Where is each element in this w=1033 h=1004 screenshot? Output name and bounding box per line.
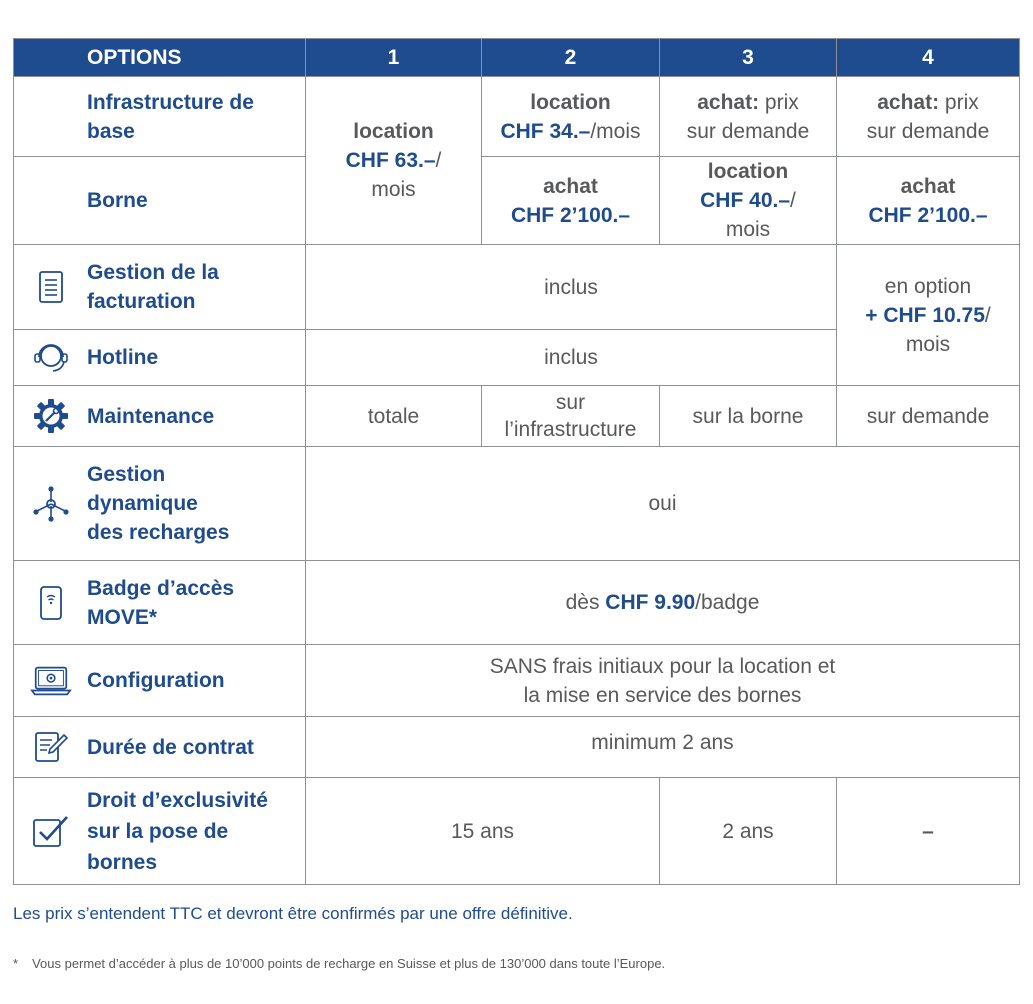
footnote-mark: * (13, 956, 19, 971)
network-icon (30, 485, 72, 523)
cell-gestion-dynamique: oui (306, 447, 1020, 561)
row-duree (14, 717, 1020, 778)
header-row (14, 39, 1020, 77)
cell-excl-3: 2 ans (660, 778, 837, 885)
infra-c3-line2: sur demande (686, 119, 810, 143)
infra-c1-slash: / (435, 149, 442, 172)
cell-maint-3: sur la borne (660, 386, 837, 447)
label-facturation-text: Gestion de la facturation (87, 261, 219, 313)
label-gestion-dynamique (14, 447, 306, 561)
gd-label-line2: dynamique (87, 492, 198, 515)
badge-card-icon (30, 585, 72, 621)
row-facturation (14, 245, 1020, 330)
badge-label-line2: MOVE* (87, 605, 158, 629)
options-table (13, 38, 1020, 885)
infra-c1-word: location (353, 120, 434, 143)
infra-c2-word: location (530, 90, 611, 114)
label-exclusivite-text (87, 785, 268, 878)
fact-opt-unit: mois (905, 332, 951, 356)
checkbox-icon (30, 814, 72, 848)
label-borne (14, 157, 306, 245)
maint-c2-line2: l’infrastructure (504, 418, 637, 441)
infra-c2-unit: /mois (590, 119, 641, 143)
label-hotline (14, 330, 306, 386)
cell-facturation-hotline-4 (837, 245, 1020, 386)
row-exclusivite (14, 778, 1020, 885)
row-infrastructure (14, 77, 1020, 157)
row-borne (14, 157, 1020, 245)
borne-c4-price: CHF 2’100.– (868, 203, 988, 227)
header-options: OPTIONS (14, 39, 306, 77)
borne-c3-price: CHF 40.– (700, 189, 791, 212)
cell-infra-4 (837, 77, 1020, 157)
cell-borne-2 (482, 157, 660, 245)
label-configuration (14, 645, 306, 717)
borne-c4-word: achat (900, 174, 956, 198)
cell-configuration (306, 645, 1020, 717)
borne-c2-price: CHF 2’100.– (510, 203, 631, 227)
cell-maint-2 (482, 386, 660, 447)
label-gestion-dynamique-text (87, 460, 229, 547)
fact-opt-price: + CHF 10.75 (865, 303, 985, 327)
badge-price: CHF 9.90 (605, 591, 696, 614)
label-maintenance-text: Maintenance (87, 404, 215, 428)
gd-label-line3: des recharges (87, 521, 230, 544)
label-infrastructure-text: Infrastructure de base (87, 90, 254, 143)
excl-label-line3: bornes (87, 850, 158, 874)
header-col-2: 2 (482, 39, 660, 77)
infra-c4-word: achat: (877, 90, 940, 114)
excl-label-line1: Droit d’exclusivité (87, 788, 268, 812)
maint-c2-line1: sur (555, 391, 586, 414)
borne-c3-word: location (707, 160, 789, 183)
label-borne-text: Borne (87, 189, 148, 212)
infra-c1-unit: mois (371, 178, 416, 201)
borne-c3-slash: / (790, 189, 796, 212)
infra-c4-rest: prix (939, 90, 979, 114)
label-hotline-text: Hotline (87, 346, 159, 369)
laptop-gear-icon (30, 664, 72, 698)
label-duree (14, 717, 306, 778)
fact-opt-slash: / (984, 303, 991, 327)
headset-icon (30, 341, 72, 375)
label-configuration-text: Configuration (87, 669, 225, 692)
cell-duree: minimum 2 ans (306, 717, 1020, 778)
label-badge-text (87, 574, 234, 632)
cell-infra-borne-1 (306, 77, 482, 245)
borne-c2-word: achat (543, 174, 598, 198)
badge-post: /badge (695, 591, 760, 614)
cell-infra-2 (482, 77, 660, 157)
contract-pen-icon (30, 730, 72, 764)
cell-facturation-123: inclus (306, 245, 837, 330)
label-duree-text: Durée de contrat (87, 735, 254, 759)
cell-infra-3 (660, 77, 837, 157)
label-exclusivite (14, 778, 306, 885)
price-note: Les prix s’entendent TTC et devront être confirmés par une offre définitive. (13, 904, 573, 923)
fact-opt-line1: en option (884, 274, 972, 298)
document-icon (30, 270, 72, 304)
header-col-1: 1 (306, 39, 482, 77)
gear-wrench-icon (30, 398, 72, 434)
row-badge (14, 561, 1020, 645)
cell-borne-4 (837, 157, 1020, 245)
infra-c3-word: achat: (697, 90, 760, 114)
badge-label-line1: Badge d’accès (87, 576, 235, 600)
label-facturation (14, 245, 306, 330)
excl-label-line2: sur la pose de (87, 819, 229, 843)
borne-c3-unit: mois (725, 218, 771, 241)
infra-c3-rest: prix (759, 90, 799, 114)
row-gestion-dynamique (14, 447, 1020, 561)
cell-borne-3 (660, 157, 837, 245)
badge-pre: dès (565, 591, 606, 614)
footnote (13, 956, 665, 971)
cell-hotline-123: inclus (306, 330, 837, 386)
footnote-text: Vous permet d’accéder à plus de 10’000 points de recharge en Suisse et plus de 130’000 dans toute l’Europe. (32, 956, 666, 971)
cell-maint-4: sur demande (837, 386, 1020, 447)
row-configuration (14, 645, 1020, 717)
config-line1: SANS frais initiaux pour la location et (489, 654, 836, 678)
cell-excl-4: – (837, 778, 1020, 885)
cell-maint-1: totale (306, 386, 482, 447)
label-infrastructure (14, 77, 306, 157)
cell-badge (306, 561, 1020, 645)
config-line2: la mise en service des bornes (523, 683, 802, 707)
infra-c2-price: CHF 34.– (500, 119, 591, 143)
cell-excl-12: 15 ans (306, 778, 660, 885)
label-badge (14, 561, 306, 645)
header-col-4: 4 (837, 39, 1020, 77)
label-maintenance (14, 386, 306, 447)
infra-c4-line2: sur demande (866, 119, 990, 143)
gd-label-line1: Gestion (87, 463, 166, 486)
header-col-3: 3 (660, 39, 837, 77)
infra-c1-price: CHF 63.– (345, 149, 436, 172)
row-maintenance (14, 386, 1020, 447)
